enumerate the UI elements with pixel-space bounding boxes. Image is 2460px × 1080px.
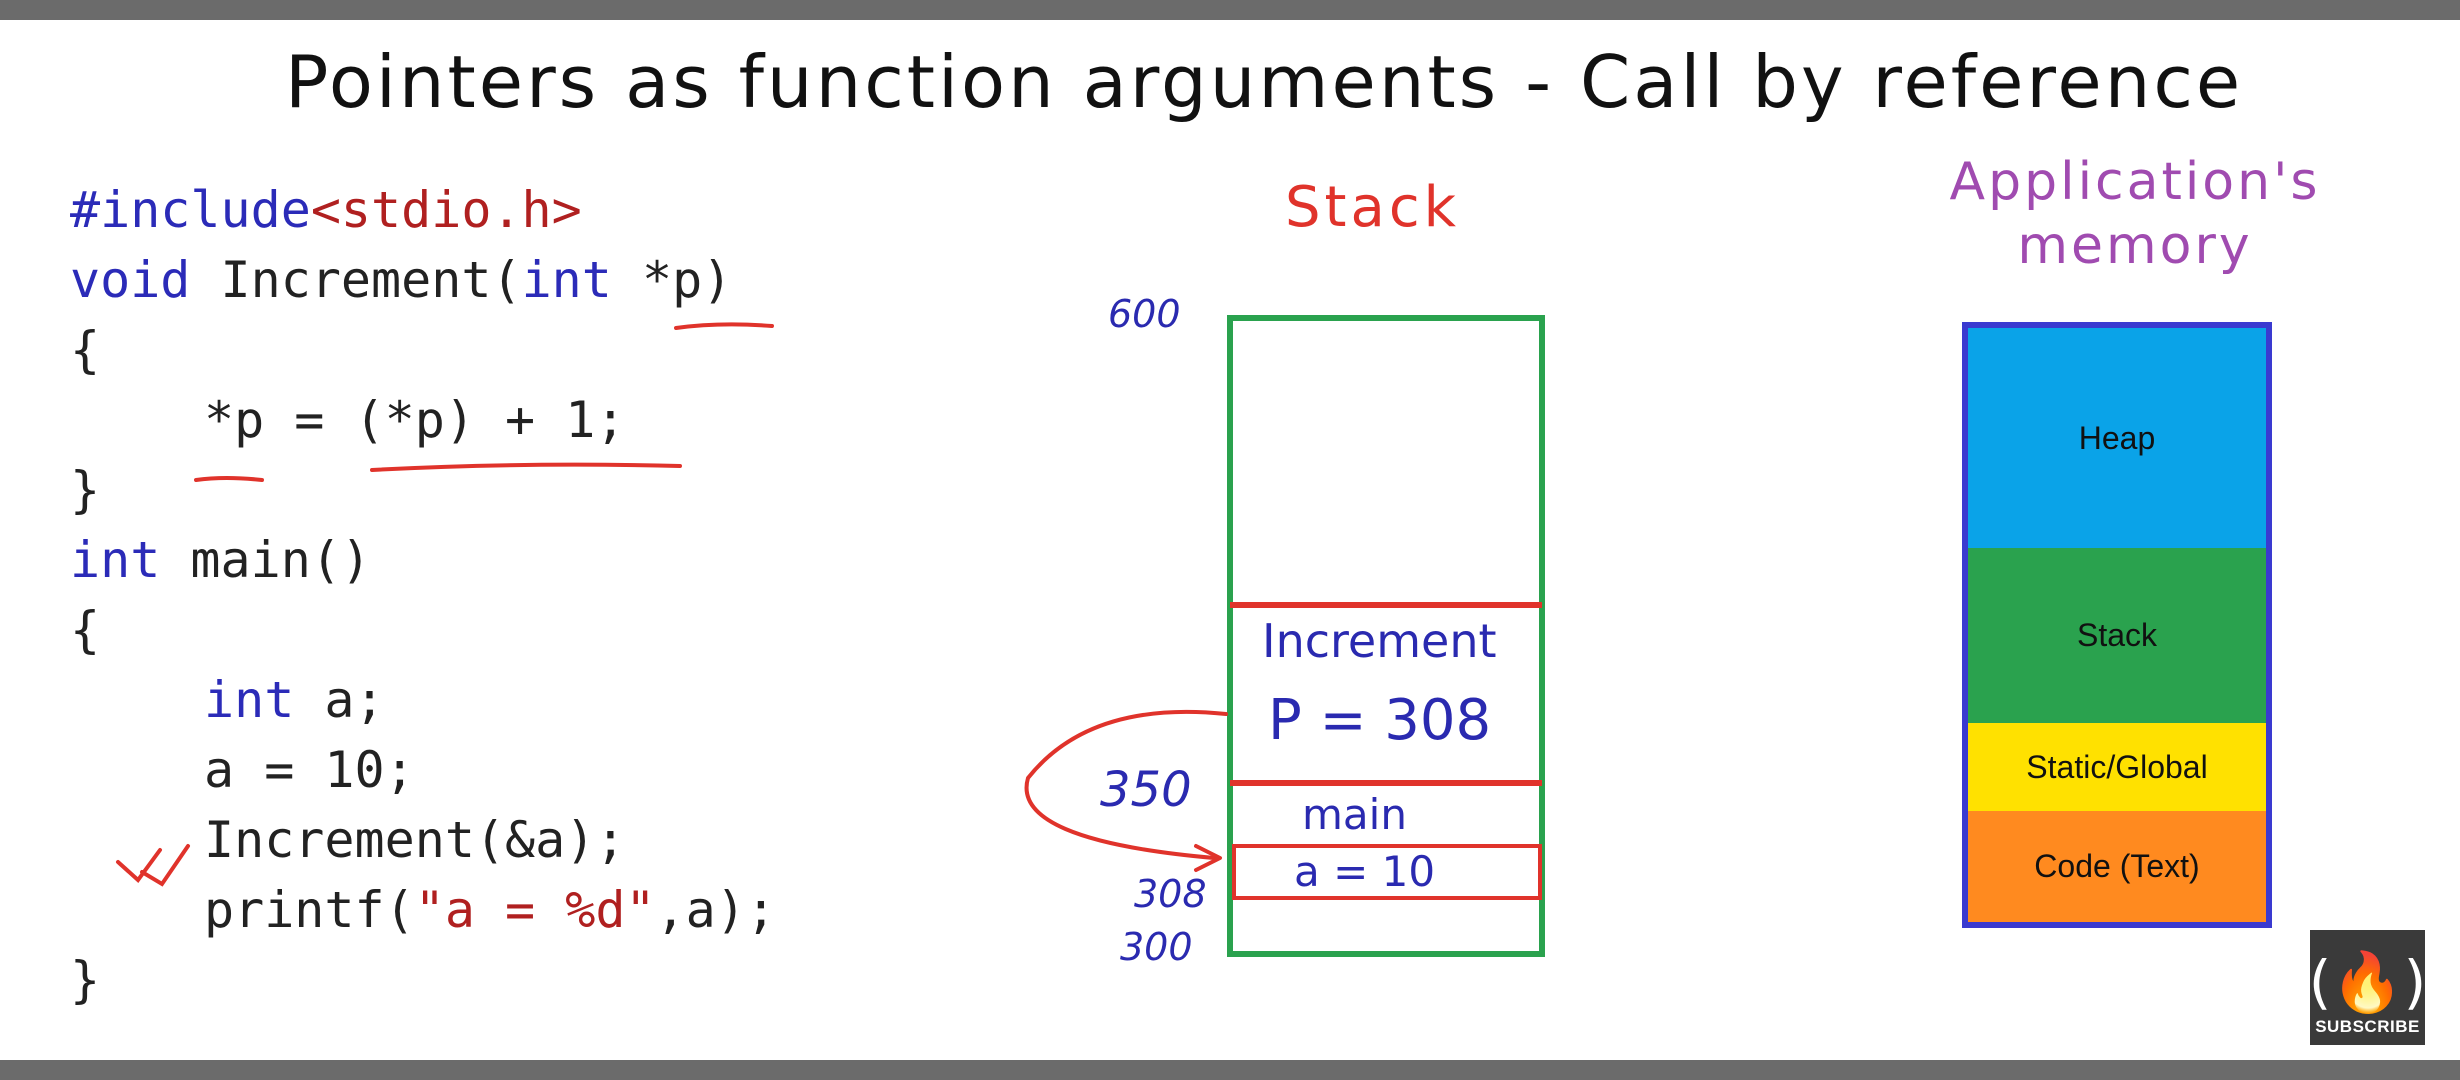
address-350: 350: [1100, 762, 1192, 818]
memory-segment-static-global: Static/Global: [1968, 723, 2266, 811]
code-token: *p): [611, 251, 733, 309]
code-token: int: [70, 531, 161, 589]
flame-icon: (🔥): [2308, 948, 2427, 1016]
subscribe-label: SUBSCRIBE: [2315, 1017, 2420, 1036]
code-token: <stdio.h>: [310, 181, 582, 239]
underline-deref-p: [196, 478, 262, 480]
code-token: {: [70, 321, 101, 379]
application-memory-heading: [1895, 150, 2375, 278]
code-token: a = 10;: [204, 741, 415, 799]
main-frame-label: main: [1302, 790, 1407, 839]
address-300: 300: [1120, 925, 1193, 969]
code-token: main(): [160, 531, 372, 589]
pointer-p-value: P = 308: [1268, 688, 1492, 753]
variable-a-value: a = 10: [1294, 847, 1436, 896]
code-token: printf(: [204, 881, 415, 939]
address-600: 600: [1108, 292, 1181, 336]
memory-segment-stack: Stack: [1968, 548, 2266, 723]
code-token: ,a);: [655, 881, 776, 939]
application-memory-diagram: [1962, 322, 2272, 928]
code-token: {: [70, 601, 101, 659]
code-token: int: [521, 251, 612, 309]
subscribe-logo[interactable]: [2310, 930, 2425, 1045]
code-token: "a = %d": [414, 881, 656, 939]
slide-title: Pointers as function arguments - Call by reference: [285, 40, 2244, 124]
address-308: 308: [1134, 872, 1207, 916]
checkmark-icon: [118, 846, 188, 884]
code-token: void: [70, 251, 191, 309]
code-token: }: [70, 461, 101, 519]
code-token: *p = (*p) + 1;: [204, 391, 626, 449]
code-token: int: [204, 671, 295, 729]
code-token: a;: [294, 671, 385, 729]
code-token: Increment(: [190, 251, 522, 309]
code-token: Increment(&a);: [204, 811, 626, 869]
app-memory-title-line2: memory: [2017, 216, 2253, 276]
app-memory-title-line1: Application's: [1949, 152, 2321, 212]
bottom-letterbox-bar: [0, 1060, 2460, 1080]
underline-param-p: [676, 324, 772, 328]
stack-heading: Stack: [1285, 175, 1461, 240]
memory-segment-code: Code (Text): [1968, 811, 2266, 922]
memory-segment-heap: Heap: [1968, 328, 2266, 548]
code-token: #include: [70, 181, 311, 239]
code-token: }: [70, 951, 101, 1009]
increment-frame-label: Increment: [1262, 614, 1497, 668]
underline-expression: [372, 465, 680, 470]
